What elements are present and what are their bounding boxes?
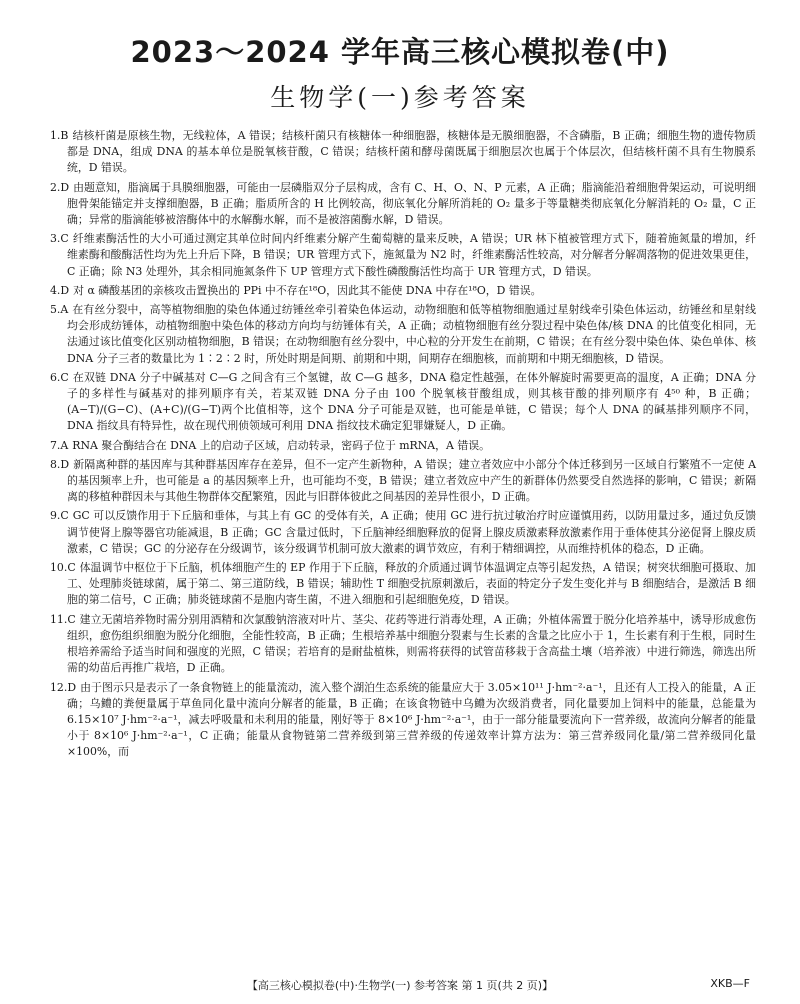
footer-code: XKB—F	[710, 977, 750, 990]
answer-text: 纤维素酶活性的大小可通过测定其单位时间内纤维素分解产生葡萄糖的量来反映，A 错误；UR 林下植被管理方式下，随着施氮量的增加，纤维素酶和酸酶活性均为先上升后下降，B 错误；UR 管理方式下，施氮量为 N2 时，纤维素酶活性较高，对分解者分解凋落物的促进效果更佳，C 正确；除 N3 处理外，其余相同施氮条件下 UP 管理方式下酸性磷酸酶活性均高于 UR 管理方式，D 错误。	[67, 232, 756, 278]
answer-item	[50, 283, 756, 299]
answer-text: 对 α 磷酸基团的亲核攻击置换出的 PPi 中不存在¹⁸O，因此其不能使 DNA 中存在¹⁸O，D 错误。	[73, 283, 542, 297]
answer-item	[50, 508, 756, 557]
answer-item	[50, 457, 756, 506]
answer-number: 11.C	[50, 612, 76, 626]
answer-text: 在有丝分裂中，高等植物细胞的染色体通过纺锤丝牵引着染色体运动，动物细胞和低等植物细胞通过星射线牵引染色体运动，纺锤丝和星射线均会形成纺锤体，动植物细胞中染色体的移动方向均与纺锤体有关，A 正确；动植物细胞有丝分裂过程中染色体/核 DNA 的比值变化相同，无法通过该比值变化区别动植物细胞，B 错误；在动物细胞有丝分裂中，中心粒的分开发生在前期，C 错误；在有丝分裂中染色体、染色单体、核 DNA 分子三者的数量比为 1∶2∶2 时，所处时期是间期、前期和中期，间期存在细胞核，而前期和中期无细胞核，D 错误。	[67, 303, 756, 365]
answer-text: 建立无菌培养物时需分别用酒精和次氯酸钠溶液对叶片、茎尖、花药等进行消毒处理，A 正确；外植体需置于脱分化培养基中，诱导形成愈伤组织，愈伤组织细胞为脱分化细胞，全能性较高，B 正确；生根培养基中细胞分裂素与生长素的含量之比应小于 1，生长素有利于生根，同时生根培养需给予适当时间和强度的光照，C 错误；若培育的是耐盐植株，则需将获得的试管苗移栽于含高盐土壤（培养液）中进行筛选，筛选出所需的幼苗后再推广栽培，D 正确。	[67, 612, 756, 675]
answer-item	[50, 180, 756, 229]
answer-list	[50, 128, 756, 764]
answer-number: 12.D	[50, 680, 77, 694]
page-title: 2023～2024 学年高三核心模拟卷(中)	[130, 35, 670, 69]
answer-number: 8.D	[50, 457, 70, 471]
answer-text: 结核杆菌是原核生物，无线粒体，A 错误；结核杆菌只有核糖体一种细胞器，核糖体是无膜细胞器，不含磷脂，B 正确；细胞生物的遗传物质都是 DNA，组成 DNA 的基本单位是脱氧核苷酸，C 错误；结核杆菌和酵母菌既属于细胞层次也属于个体层次，但结核杆菌不具有生物膜系统，D 错误。	[67, 129, 756, 175]
footer-text: 【高三核心模拟卷(中)·生物学(一) 参考答案 第 1 页(共 2 页)】	[246, 979, 554, 992]
answer-text: 在双链 DNA 分子中碱基对 C—G 之间含有三个氢键，故 C—G 越多，DNA 稳定性越强，在体外解旋时需要更高的温度，A 正确；DNA 分子的多样性与碱基对的排列顺序有关，若某双链 DNA 分子由 100 个脱氧核苷酸组成，则其核苷酸的排列顺序有 4⁵⁰ 种，B 正确；(A−T)/(G−C)、(A+C)/(G−T)两个比值相等，这个 DNA 分子可能是双链，也可能是单链，C 错误；每个人 DNA 的碱基排列顺序不同，DNA 指纹具有特异性，故在现代刑侦领域可利用 DNA 指纹技术确定犯罪嫌疑人，D 正确。	[67, 370, 756, 433]
answer-text: GC 可以反馈作用于下丘脑和垂体，与其上有 GC 的受体有关，A 正确；使用 GC 进行抗过敏治疗时应谨慎用药，以防用量过多，通过负反馈调节使肾上腺等器官功能减退，B 正确；GC 含量过低时，下丘脑神经细胞释放的促肾上腺皮质激素释放激素作用于垂体使其分泌促肾上腺皮质激素，C 错误；GC 的分泌存在分级调节，该分级调节机制可放大激素的调节效应，有利于精细调控，从而维持机体的稳态，D 正确。	[67, 509, 756, 555]
answer-text: 由于图示只是表示了一条食物链上的能量流动，流入整个湖泊生态系统的能量应大于 3.05×10¹¹ J·hm⁻²·a⁻¹，且还有人工投入的能量，A 正确；乌鳢的粪便量属于草鱼同化量中流向分解者的能量，B 正确；在该食物链中乌鳢为次级消费者，同化量要加上饲料中的能量，总能量为 6.15×10⁷ J·hm⁻²·a⁻¹，减去呼吸量和未利用的能量，刚好等于 8×10⁶ J·hm⁻²·a⁻¹，由于一部分能量要流向下一营养级，故流向分解者的能量小于 8×10⁶ J·hm⁻²·a⁻¹，C 正确；能量从食物链第二营养级到第三营养级的传递效率计算方法为：第三营养级同化量/第二营养级同化量×100%，而	[67, 680, 756, 759]
answer-item	[50, 128, 756, 177]
answer-number: 10.C	[50, 561, 76, 575]
answer-number: 5.A	[50, 303, 69, 317]
answer-item	[50, 231, 756, 280]
answer-number: 9.C	[50, 509, 69, 523]
answer-item	[50, 302, 756, 367]
page-footer	[0, 977, 800, 993]
answer-item	[50, 680, 756, 761]
answer-number: 4.D	[50, 283, 70, 297]
answer-number: 1.B	[50, 129, 69, 142]
answer-number: 6.C	[50, 370, 69, 384]
answer-text: 由题意知，脂滴属于具膜细胞器，可能由一层磷脂双分子层构成，含有 C、H、O、N、P 元素，A 正确；脂滴能沿着细胞骨架运动，可说明细胞骨架能锚定并支撑细胞器，B 正确；脂质所含的 H 比例较高，彻底氧化分解所消耗的 O₂ 量多于等量糖类彻底氧化分解消耗的 O₂ 量，C 正确；异常的脂滴能够被溶酶体中的水解酶水解，而不是被溶菌酶水解，D 错误。	[67, 180, 756, 227]
answer-number: 7.A	[50, 438, 69, 452]
answer-text: 新隔离种群的基因库与其种群基因库存在差异，但不一定产生新物种，A 错误；建立者效应中小部分个体迁移到另一区域自行繁殖不一定使 A 的基因频率上升，也可能是 a 的基因频率上升，也可能均不变，B 错误；建立者效应中产生的新群体仍然要受自然选择的影响，C 错误；新隔离的移植种群因未与其他生物群体交配繁殖，因此与旧群体彼此之间基因的差异性很小，D 正确。	[67, 457, 756, 504]
answer-text: 体温调节中枢位于下丘脑，机体细胞产生的 EP 作用于下丘脑，释放的介质通过调节体温调定点等引起发热，A 错误；树突状细胞可摄取、加工、处理肺炎链球菌，属于第二、第三道防线，B 错误；辅助性 T 细胞受抗原刺激后，表面的特定分子发生变化并与 B 细胞结合，是激活 B 细胞的第二信号，C 正确；肺炎链球菌不是胞内寄生菌，不进入细胞和引起细胞免疫，D 错误。	[67, 561, 756, 607]
answer-text: RNA 聚合酶结合在 DNA 上的启动子区域，启动转录，密码子位于 mRNA，A 错误。	[72, 438, 491, 452]
answer-number: 3.C	[50, 232, 69, 246]
page-subtitle: 生物学(一)参考答案	[270, 83, 530, 112]
answer-number: 2.D	[50, 180, 70, 194]
answer-item	[50, 560, 756, 609]
answer-item	[50, 370, 756, 435]
answer-item	[50, 438, 756, 454]
answer-item	[50, 612, 756, 677]
